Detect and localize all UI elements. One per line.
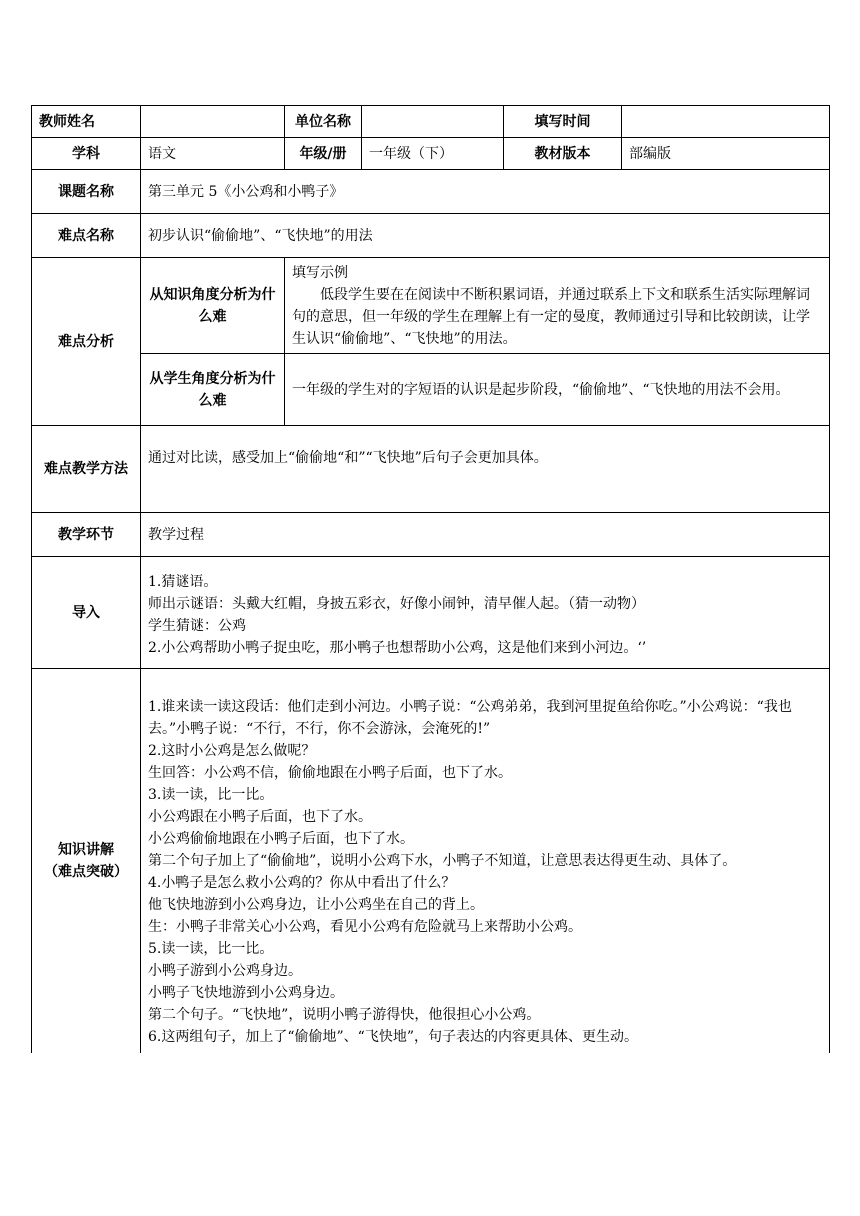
knowledge-line: 他飞快地游到小公鸡身边，让小公鸡坐在自己的背上。 [148,896,484,913]
knowledge-line: 生回答：小公鸡不信，偷偷地跟在小鸭子后面，也下了水。 [148,764,512,781]
subject-label: 学科 [32,138,141,170]
intro-line: 1.猜谜语。 [148,573,218,590]
unit-label: 单位名称 [285,106,362,138]
example-heading: 填写示例 [292,264,348,281]
row-analysis-knowledge [32,258,830,354]
knowledge-content [141,669,830,1053]
knowledge-label-line1: 知识讲解 [58,841,114,858]
knowledge-line: 小鸭子游到小公鸡身边。 [148,962,302,979]
lesson-title-label: 课题名称 [32,170,141,214]
knowledge-label-line2: （难点突破） [44,863,128,880]
knowledge-line: 2.这时小公鸡是怎么做呢？ [148,742,316,759]
intro-line: 师出示谜语：头戴大红帽，身披五彩衣，好像小闹钟，清早催人起。（猜一动物） [148,595,645,612]
intro-content [141,557,830,669]
knowledge-label [32,669,141,1053]
row-intro [32,557,830,669]
edition-label: 教材版本 [504,138,622,170]
intro-line: 2.小公鸡帮助小鸭子捉虫吃，那小鸭子也想帮助小公鸡，这是他们来到小河边。‘’ [148,639,647,656]
edition-value: 部编版 [622,138,830,170]
knowledge-line: 1.谁来读一读这段话：他们走到小河边。小鸭子说：“公鸡弟弟，我到河里捉鱼给你吃。”小公鸡说：“我也去。”小鸭子说：“不行，不行，你不会游泳，会淹死的!” [148,698,792,737]
row-method [32,426,830,513]
unit-value [362,106,504,138]
knowledge-line: 小公鸡偷偷地跟在小鸭子后面，也下了水。 [148,830,414,847]
method-text: 通过对比读，感受加上“偷偷地“和”“飞快地”后句子会更加具体。 [141,426,830,513]
date-label: 填写时间 [504,106,622,138]
method-label: 难点教学方法 [32,426,141,513]
student-angle-label: 从学生角度分析为什么难 [141,354,285,426]
knowledge-line: 第二个句子。“飞快地”，说明小鸭子游得快，他很担心小公鸡。 [148,1006,541,1023]
lesson-title-value: 第三单元 5《小公鸡和小鸭子》 [141,170,830,214]
difficulty-label: 难点名称 [32,214,141,258]
intro-line: 学生猜谜：公鸡 [148,617,246,634]
row-difficulty [32,214,830,258]
row-process [32,513,830,557]
row-analysis-student [32,354,830,426]
analysis-label: 难点分析 [32,258,141,426]
knowledge-line: 第二个句子加上了“偷偷地”，说明小公鸡下水，小鸭子不知道，让意思表达得更生动、具体了。 [148,852,737,869]
row-knowledge [32,669,830,1053]
knowledge-line: 4.小鸭子是怎么救小公鸡的？你从中看出了什么？ [148,874,456,891]
difficulty-value: 初步认识“偷偷地”、“飞快地”的用法 [141,214,830,258]
row-subject [32,138,830,170]
knowledge-line: 小公鸡跟在小鸭子后面，也下了水。 [148,808,372,825]
grade-label: 年级/册 [285,138,362,170]
process-label: 教学环节 [32,513,141,557]
teacher-label: 教师姓名 [32,106,141,138]
knowledge-line: 小鸭子飞快地游到小公鸡身边。 [148,984,344,1001]
knowledge-line: 6.这两组句子，加上了“偷偷地”、“飞快地”，句子表达的内容更具体、更生动。 [148,1028,638,1045]
knowledge-angle-cell [285,258,830,354]
knowledge-line: 3.读一读，比一比。 [148,786,274,803]
row-lesson-title [32,170,830,214]
lesson-plan-table [31,105,830,1053]
process-text: 教学过程 [141,513,830,557]
intro-label: 导入 [32,557,141,669]
date-value [622,106,830,138]
row-teacher [32,106,830,138]
knowledge-line: 5.读一读，比一比。 [148,940,274,957]
grade-value: 一年级（下） [362,138,504,170]
student-angle-text: 一年级的学生对的字短语的认识是起步阶段，“偷偷地”、“飞快地的用法不会用。 [285,354,830,426]
knowledge-angle-label: 从知识角度分析为什么难 [141,258,285,354]
teacher-value [141,106,285,138]
knowledge-angle-text: 低段学生要在在阅读中不断积累词语，并通过联系上下文和联系生活实际理解词句的意思，但一年级的学生在理解上有一定的曼度，教师通过引导和比较朗读，让学生认识“偷偷地”、“飞快地”的用法。 [292,286,810,347]
knowledge-line: 生：小鸭子非常关心小公鸡，看见小公鸡有危险就马上来帮助小公鸡。 [148,918,582,935]
subject-value: 语文 [141,138,285,170]
